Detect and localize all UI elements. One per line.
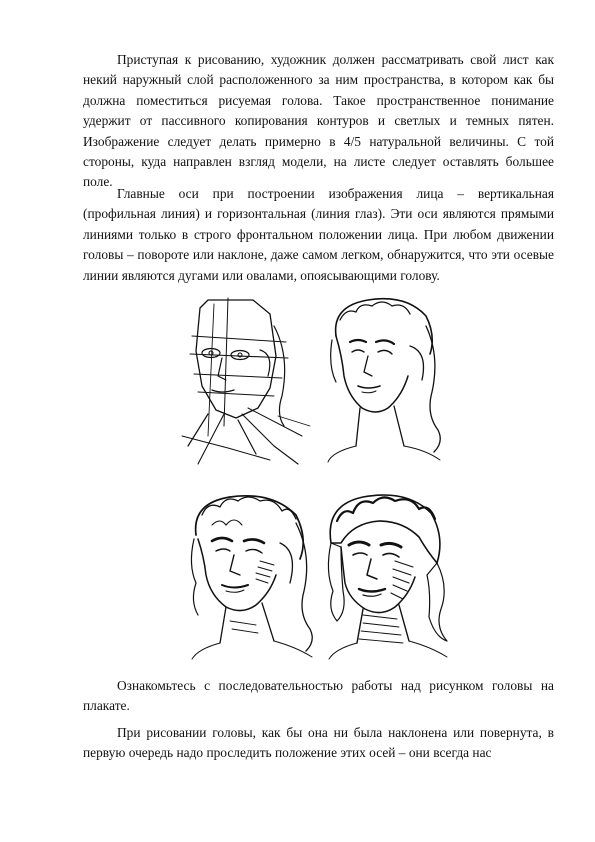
head-sketch-full-tone	[323, 491, 458, 661]
head-sketch-construction	[178, 296, 313, 466]
paragraph-axes: Главные оси при построении изображения лица – вертикальная (профильная линия) и горизонтальная (линия глаз). Эти оси являются прямыми линиями только в строго фронтальном положении лица. При любом движении головы – повороте или наклоне, даже самом легком, обнаружится, что эти осевые линии являются дугами или овалами, опоясывающими голову.	[83, 186, 554, 283]
paragraph-axes-position: При рисовании головы, как бы она ни была наклонена или повернута, в первую очередь надо проследить положение этих осей – они всегда нас	[83, 725, 554, 761]
head-sketch-light-tone	[186, 491, 326, 661]
head-sketch-contour	[322, 296, 457, 466]
paragraph-intro: Приступая к рисованию, художник должен рассматривать свой лист как некий наружный слой расположенного за ним пространства, в котором как бы должна поместиться рисуемая голова. Такое пространственное понимание удержит от пассивного копирования контуров и светлых и темных пятен. Изображение следует делать примерно в 4/5 натуральной величины. С той стороны, куда направлен взгляд модели, на листе следует оставлять большее поле.	[83, 52, 554, 190]
paragraph-poster: Ознакомьтесь с последовательностью работы над рисунком головы на плакате.	[83, 678, 554, 714]
